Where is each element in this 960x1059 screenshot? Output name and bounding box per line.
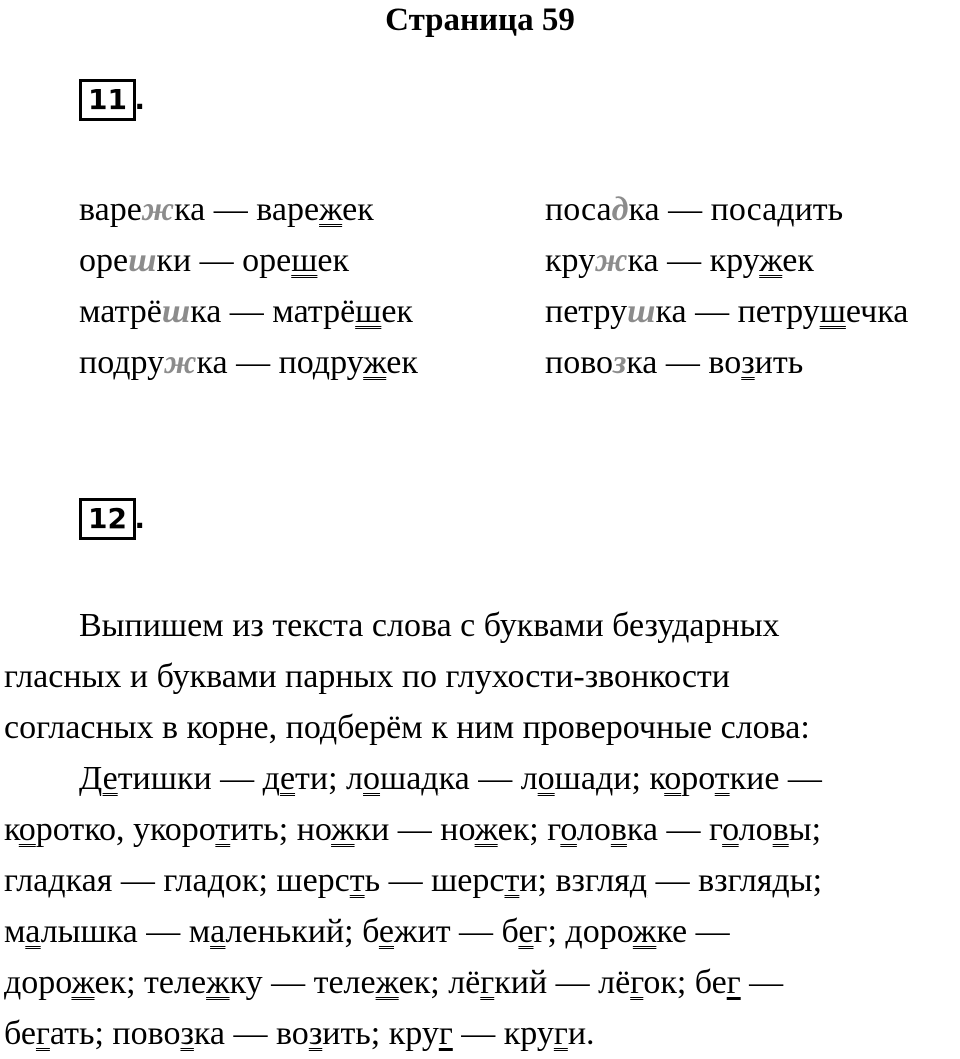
- underlined-letter: г: [438, 1015, 453, 1052]
- word-part: кру: [545, 242, 596, 279]
- word-pair-row: [545, 337, 908, 388]
- text-fragment: ка — во: [193, 1015, 309, 1052]
- word-part: пово: [545, 344, 614, 381]
- text-fragment: ке —: [656, 913, 730, 950]
- double-underlined-letter: о: [664, 760, 682, 797]
- text-fragment: — взгля: [647, 862, 773, 899]
- dash: —: [657, 344, 709, 381]
- word-part: ечка: [845, 293, 909, 330]
- text-fragment: ы;: [788, 811, 822, 848]
- checked-consonant: ж: [759, 242, 783, 279]
- dash: —: [227, 344, 279, 381]
- highlighted-consonant: ж: [141, 191, 175, 228]
- text-fragment: гла: [4, 862, 49, 899]
- word-pair-row: [79, 235, 418, 286]
- highlighted-consonant: ш: [627, 293, 656, 330]
- answer-line: [4, 1008, 956, 1059]
- text-fragment: Д: [79, 760, 103, 797]
- checked-consonant: ж: [363, 344, 387, 381]
- dash: —: [686, 293, 738, 330]
- highlighted-consonant: ш: [161, 293, 191, 330]
- text-fragment: ить; но: [230, 811, 332, 848]
- dash: —: [205, 191, 257, 228]
- checked-consonant: ш: [291, 242, 318, 279]
- word-pairs-right-column: [545, 184, 908, 388]
- word-pair-row: [79, 337, 418, 388]
- answer-line: [4, 753, 956, 804]
- task-11-number-text: 11: [88, 83, 127, 116]
- word-part: ек: [342, 191, 374, 228]
- highlighted-consonant: ж: [595, 242, 628, 279]
- word-part: петру: [545, 293, 628, 330]
- intro-line: согласных в корне, подберём к ним проверочные слова:: [4, 709, 810, 746]
- word-part: варе: [79, 191, 142, 228]
- word-part: ек: [782, 242, 814, 279]
- text-fragment: кие —: [729, 760, 822, 797]
- dash: —: [658, 242, 710, 279]
- word-pair-row: [79, 184, 418, 235]
- checked-consonant: ш: [355, 293, 382, 330]
- text-fragment: ок; шерс: [224, 862, 350, 899]
- word-part: ек: [381, 293, 413, 330]
- text-fragment: ша: [380, 760, 422, 797]
- text-fragment: ленький; б: [225, 913, 379, 950]
- text-fragment: кий — лё: [494, 964, 631, 1001]
- text-fragment: ы;: [789, 862, 823, 899]
- double-underlined-letter: т: [215, 811, 231, 848]
- word-pair-row: [79, 286, 418, 337]
- double-underlined-letter: в: [610, 811, 627, 848]
- dash: —: [659, 191, 711, 228]
- word-part: ка: [655, 293, 687, 330]
- text-fragment: м: [4, 913, 26, 950]
- text-fragment: ша: [554, 760, 596, 797]
- answer-line: [4, 957, 956, 1008]
- text-fragment: ти; л: [295, 760, 364, 797]
- word-part: ка: [626, 344, 658, 381]
- double-underlined-letter: ж: [206, 964, 230, 1001]
- text-fragment: и; взгля: [519, 862, 630, 899]
- word-part: варе: [256, 191, 320, 228]
- word-part: ить: [794, 191, 844, 228]
- text-fragment: и.: [567, 1015, 595, 1052]
- double-underlined-letter: д: [772, 862, 790, 899]
- double-underlined-letter: е: [102, 760, 118, 797]
- word-part: ка: [628, 191, 660, 228]
- underlined-letter: г: [726, 964, 741, 1001]
- highlighted-consonant: ш: [128, 242, 157, 279]
- double-underlined-letter: т: [349, 862, 365, 899]
- highlighted-consonant: з: [613, 344, 627, 381]
- text-fragment: лышка — м: [40, 913, 211, 950]
- text-fragment: ку — теле: [229, 964, 376, 1001]
- word-part: ка: [196, 344, 228, 381]
- task-11-number: [79, 79, 145, 121]
- task-11-dot: .: [134, 83, 145, 116]
- text-fragment: ро: [681, 760, 715, 797]
- text-fragment: ки — но: [354, 811, 475, 848]
- text-fragment: ек; г: [497, 811, 561, 848]
- word-part: ка: [627, 242, 659, 279]
- double-underlined-letter: з: [180, 1015, 194, 1052]
- text-fragment: —: [740, 964, 784, 1001]
- double-underlined-letter: д: [595, 760, 614, 797]
- word-part: поса: [710, 191, 778, 228]
- text-fragment: к: [4, 811, 19, 848]
- word-part: матрё: [272, 293, 356, 330]
- double-underlined-letter: г: [553, 1015, 568, 1052]
- checked-consonant: ж: [319, 191, 343, 228]
- text-fragment: ка — л: [438, 760, 538, 797]
- double-underlined-letter: г: [35, 1015, 50, 1052]
- word-part: подру: [79, 344, 165, 381]
- task-12-text: [4, 600, 956, 1059]
- word-pair-row: [545, 184, 908, 235]
- double-underlined-letter: ж: [331, 811, 355, 848]
- text-fragment: ка — г: [626, 811, 723, 848]
- text-fragment: — кру: [452, 1015, 554, 1052]
- text-fragment: ать; пово: [49, 1015, 181, 1052]
- double-underlined-letter: ж: [71, 964, 95, 1001]
- text-fragment: ь — шерс: [364, 862, 505, 899]
- word-part: ки: [156, 242, 192, 279]
- text-fragment: и; к: [613, 760, 665, 797]
- text-fragment: ек; теле: [94, 964, 207, 1001]
- double-underlined-letter: ж: [632, 913, 657, 950]
- word-part: ка: [190, 293, 222, 330]
- text-fragment: тишки — д: [117, 760, 280, 797]
- checked-consonant: д: [777, 191, 795, 228]
- double-underlined-letter: д: [207, 862, 225, 899]
- checked-consonant: ш: [819, 293, 846, 330]
- intro-line: Выпишем из текста слова с буквами безударных: [79, 607, 780, 644]
- double-underlined-letter: з: [308, 1015, 323, 1052]
- double-underlined-letter: а: [210, 913, 226, 950]
- double-underlined-letter: т: [714, 760, 730, 797]
- text-fragment: ок; бе: [643, 964, 727, 1001]
- double-underlined-letter: ж: [474, 811, 498, 848]
- word-part: поса: [545, 191, 612, 228]
- word-part: во: [708, 344, 742, 381]
- double-underlined-letter: е: [378, 913, 395, 950]
- word-pairs-left-column: [79, 184, 418, 388]
- double-underlined-letter: о: [560, 811, 577, 848]
- highlighted-consonant: д: [611, 191, 629, 228]
- word-part: ить: [754, 344, 804, 381]
- word-part: петру: [737, 293, 820, 330]
- word-part: матрё: [79, 293, 162, 330]
- text-fragment: г; доро: [533, 913, 633, 950]
- answer-block: [4, 753, 956, 1059]
- highlighted-consonant: ж: [164, 344, 197, 381]
- answer-line: [4, 855, 956, 906]
- text-fragment: бе: [4, 1015, 36, 1052]
- double-underlined-letter: е: [279, 760, 296, 797]
- double-underlined-letter: е: [518, 913, 534, 950]
- word-pair-row: [545, 235, 908, 286]
- page-title: Страница 59: [385, 2, 575, 38]
- double-underlined-letter: о: [18, 811, 36, 848]
- checked-consonant: з: [741, 344, 755, 381]
- text-fragment: ло: [576, 811, 611, 848]
- text-fragment: доро: [4, 964, 72, 1001]
- double-underlined-letter: д: [629, 862, 648, 899]
- double-underlined-letter: о: [537, 760, 555, 797]
- intro-line: гласных и буквами парных по глухости-звонкости: [4, 658, 730, 695]
- double-underlined-letter: ж: [375, 964, 399, 1001]
- text-fragment: кая — гла: [65, 862, 208, 899]
- word-part: ек: [386, 344, 418, 381]
- text-fragment: ек; лё: [398, 964, 481, 1001]
- word-part: кру: [709, 242, 760, 279]
- dash: —: [221, 293, 273, 330]
- answer-line: [4, 906, 956, 957]
- double-underlined-letter: д: [48, 862, 66, 899]
- answer-line: [4, 804, 956, 855]
- task-12-number: [79, 498, 145, 540]
- word-part: ка: [174, 191, 206, 228]
- word-part: подру: [278, 344, 364, 381]
- double-underlined-letter: о: [363, 760, 381, 797]
- text-fragment: ротко, укоро: [35, 811, 216, 848]
- double-underlined-letter: а: [25, 913, 41, 950]
- double-underlined-letter: о: [722, 811, 739, 848]
- text-fragment: ить; кру: [322, 1015, 439, 1052]
- text-fragment: жит — б: [394, 913, 519, 950]
- double-underlined-letter: г: [480, 964, 495, 1001]
- double-underlined-letter: т: [504, 862, 520, 899]
- dash: —: [191, 242, 243, 279]
- double-underlined-letter: в: [772, 811, 789, 848]
- word-part: ек: [317, 242, 350, 279]
- word-pair-row: [545, 286, 908, 337]
- task-12-number-text: 12: [88, 502, 127, 535]
- word-part: оре: [242, 242, 292, 279]
- word-part: оре: [79, 242, 129, 279]
- double-underlined-letter: д: [421, 760, 439, 797]
- text-fragment: ло: [738, 811, 773, 848]
- double-underlined-letter: г: [630, 964, 644, 1001]
- task-12-dot: .: [134, 502, 145, 535]
